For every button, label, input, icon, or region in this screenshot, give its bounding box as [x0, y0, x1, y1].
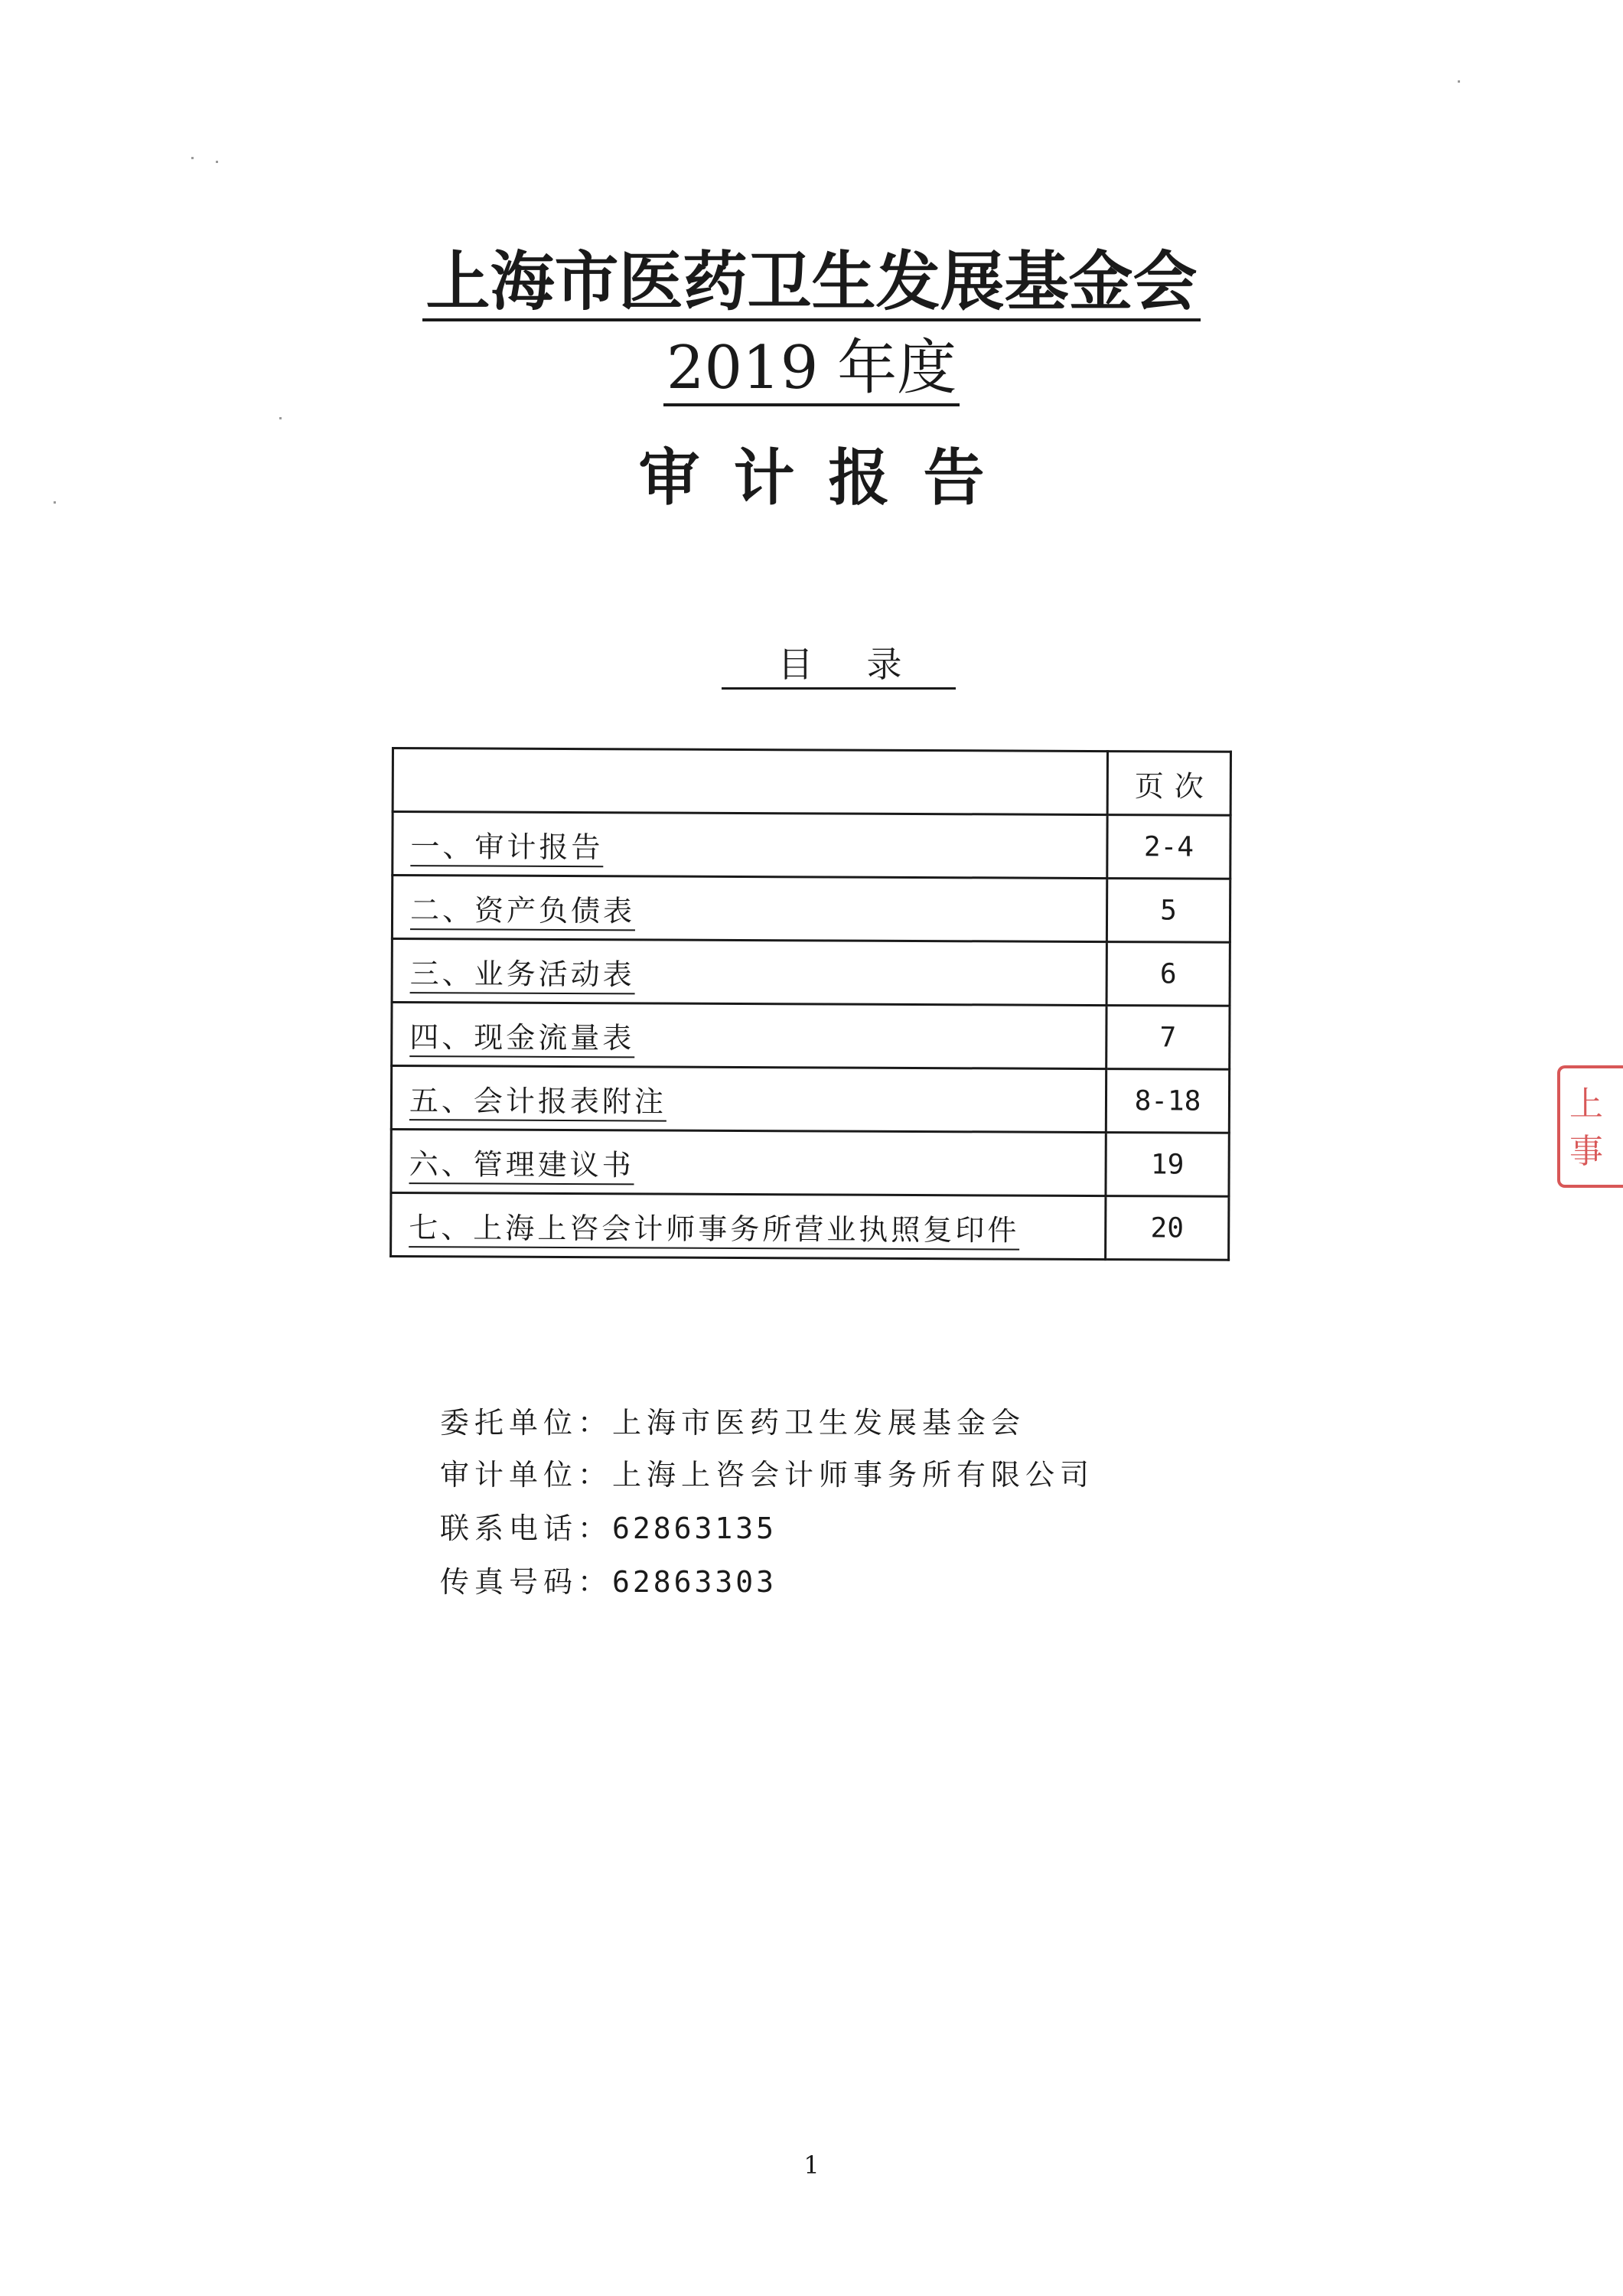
toc-item-pages: 19 [1106, 1133, 1229, 1197]
toc-row [392, 876, 1230, 943]
toc-row [391, 1066, 1229, 1133]
toc-item-label[interactable]: 四、现金流量表 [392, 1003, 1106, 1069]
toc-item-label[interactable]: 三、业务活动表 [392, 939, 1106, 1006]
scan-speck [279, 417, 282, 419]
phone-info [440, 1505, 777, 1547]
toc-item-label[interactable]: 五、会计报表附注 [391, 1066, 1106, 1133]
phone-label: 联系电话： [440, 1512, 613, 1545]
scan-speck [1458, 80, 1460, 83]
toc-item-pages: 6 [1106, 942, 1230, 1006]
toc-row [391, 1130, 1229, 1197]
client-value: 上海市医药卫生发展基金会 [612, 1406, 1026, 1440]
toc-row [392, 939, 1230, 1006]
scan-speck [216, 161, 218, 163]
toc-item-label[interactable]: 一、审计报告 [393, 812, 1107, 879]
toc-item-pages: 7 [1106, 1006, 1230, 1070]
toc-item-label[interactable]: 二、资产负债表 [392, 876, 1106, 942]
fax-info [440, 1558, 777, 1600]
report-title-year: 2019 年度 [0, 333, 1623, 406]
toc-heading: 目录 [0, 641, 1623, 690]
fax-value: 62863303 [612, 1565, 777, 1599]
toc-item-label[interactable]: 七、上海上咨会计师事务所营业执照复印件 [391, 1193, 1106, 1260]
toc-item-pages: 2-4 [1107, 815, 1230, 879]
toc-row [391, 1193, 1229, 1261]
auditor-label: 审计单位： [440, 1458, 613, 1492]
toc-page-header: 页次 [1107, 752, 1230, 816]
auditor-info [440, 1451, 1094, 1493]
toc-row [392, 1003, 1230, 1070]
seal-stamp: 上事 [1557, 1065, 1623, 1188]
toc-item-pages: 5 [1106, 879, 1230, 943]
toc-header-row [393, 748, 1230, 816]
toc-row [393, 812, 1230, 879]
auditor-value: 上海上咨会计师事务所有限公司 [612, 1458, 1095, 1492]
fax-label: 传真号码： [440, 1565, 613, 1599]
report-title-type: 审计报告 [638, 442, 1018, 514]
toc-header-blank [393, 748, 1107, 815]
scan-speck [54, 501, 56, 504]
scan-speck [191, 157, 194, 159]
toc-table [389, 747, 1232, 1261]
report-title-org: 上海市医药卫生发展基金会 [0, 243, 1623, 321]
phone-value: 62863135 [612, 1512, 777, 1545]
page-number: 1 [803, 2151, 820, 2180]
toc-item-pages: 8-18 [1106, 1069, 1229, 1133]
toc-item-label[interactable]: 六、管理建议书 [391, 1130, 1106, 1196]
toc-item-pages: 20 [1106, 1196, 1229, 1261]
client-label: 委托单位： [440, 1406, 613, 1440]
client-info [440, 1399, 1025, 1441]
